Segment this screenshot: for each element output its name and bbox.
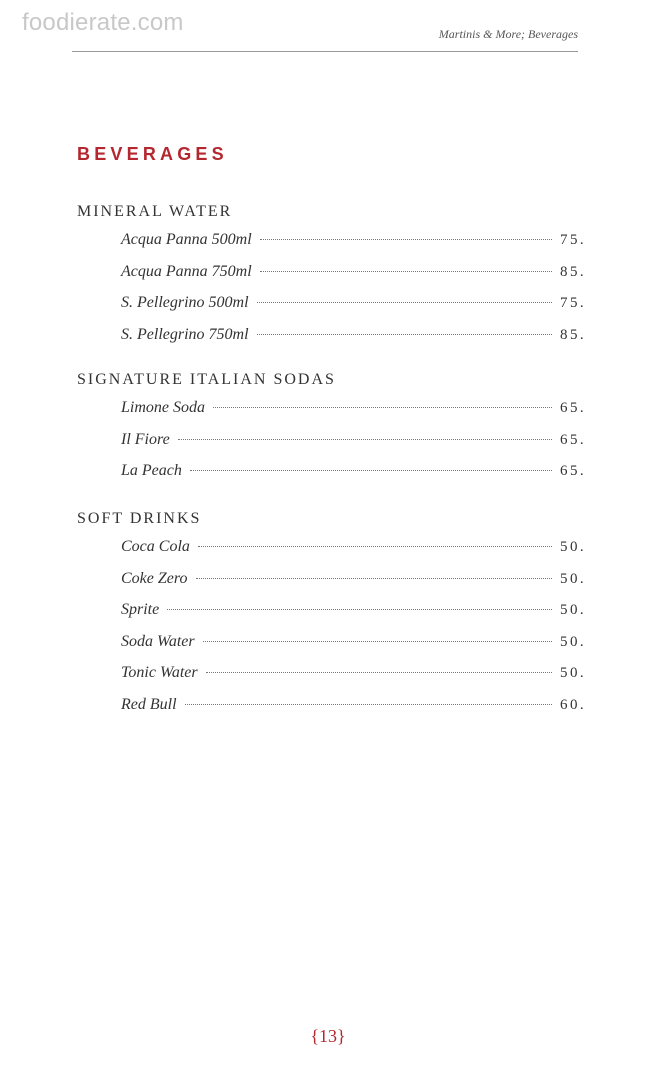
item-name: Coke Zero — [121, 569, 188, 587]
item-price: 75. — [560, 295, 586, 312]
item-name: Acqua Panna 750ml — [121, 262, 252, 280]
menu-item — [121, 424, 586, 456]
item-price: 50. — [560, 570, 586, 587]
dot-leader — [206, 672, 552, 673]
section-title: MINERAL WATER — [77, 203, 233, 220]
dot-leader — [190, 470, 552, 471]
page-title: BEVERAGES — [77, 144, 228, 164]
item-name: S. Pellegrino 750ml — [121, 325, 249, 343]
section-title: SOFT DRINKS — [77, 510, 202, 527]
menu-item — [121, 594, 586, 626]
menu-item — [121, 224, 586, 256]
running-head: Martinis & More; Beverages — [438, 27, 578, 41]
menu-item — [121, 256, 586, 288]
dot-leader — [257, 302, 553, 303]
item-price: 50. — [560, 602, 586, 619]
menu-item — [121, 657, 586, 689]
watermark: foodierate.com — [22, 9, 184, 36]
item-price: 50. — [560, 665, 586, 682]
menu-item — [121, 531, 586, 563]
item-price: 50. — [560, 633, 586, 650]
item-name: Acqua Panna 500ml — [121, 231, 252, 248]
item-price: 65. — [560, 431, 586, 448]
item-price: 75. — [560, 232, 586, 248]
item-price: 65. — [560, 463, 586, 480]
item-name: Limone Soda — [121, 399, 205, 416]
item-price: 50. — [560, 539, 586, 555]
dot-leader — [260, 239, 552, 240]
menu-item — [121, 287, 586, 319]
dot-leader — [196, 578, 553, 579]
menu-item — [121, 455, 586, 487]
item-price: 85. — [560, 263, 586, 280]
dot-leader — [167, 609, 552, 610]
section-soft-drinks — [77, 507, 586, 721]
page-number: {13} — [310, 1026, 346, 1046]
dot-leader — [257, 334, 553, 335]
section-title: SIGNATURE ITALIAN SODAS — [77, 371, 336, 388]
header-rule — [72, 51, 578, 52]
menu-item — [121, 563, 586, 595]
dot-leader — [203, 641, 552, 642]
item-name: Soda Water — [121, 632, 195, 650]
item-name: Il Fiore — [121, 430, 170, 448]
item-name: Coca Cola — [121, 538, 190, 555]
menu-item — [121, 392, 586, 424]
item-name: Tonic Water — [121, 664, 198, 682]
menu-item — [121, 319, 586, 351]
dot-leader — [198, 546, 552, 547]
item-name: Sprite — [121, 601, 160, 619]
item-price: 60. — [560, 696, 586, 713]
item-name: Red Bull — [121, 695, 177, 713]
dot-leader — [213, 407, 552, 408]
dot-leader — [178, 439, 552, 440]
menu-item — [121, 689, 586, 721]
dot-leader — [260, 271, 552, 272]
dot-leader — [185, 704, 553, 705]
item-name: La Peach — [121, 462, 182, 480]
item-name: S. Pellegrino 500ml — [121, 294, 249, 312]
section-mineral-water — [77, 200, 586, 350]
item-price: 85. — [560, 326, 586, 343]
menu-item — [121, 626, 586, 658]
section-italian-sodas — [77, 368, 586, 487]
item-price: 65. — [560, 400, 586, 416]
